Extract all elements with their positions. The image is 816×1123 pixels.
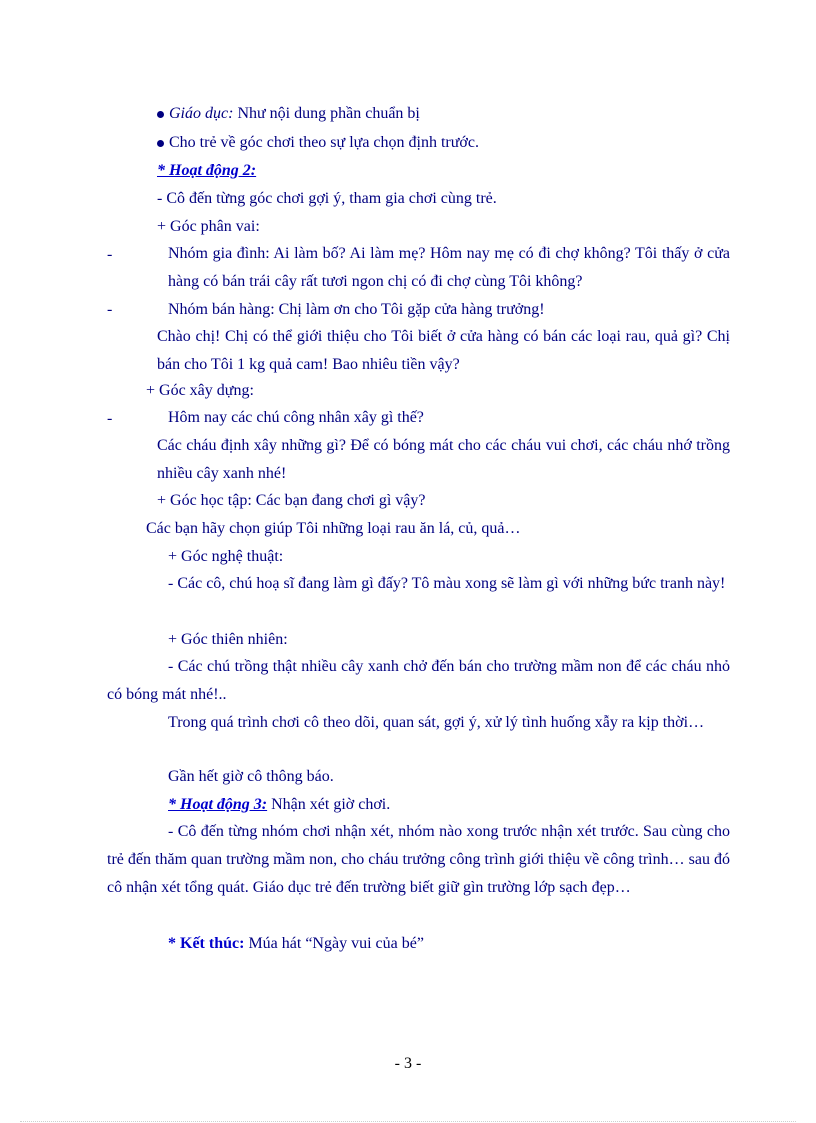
paragraph-nhom-gia-dinh: Nhóm gia đình: Ai làm bố? Ai làm mẹ? Hôm nay mẹ có đi chợ không? Tôi thấy ở cửa hàng có bán trái cây rất tươi ngon chị có đi chợ cùng Tôi không? [168, 245, 730, 290]
bullet-line-cho-tre: Cho trẻ về góc chơi theo sự lựa chọn định trước. [157, 133, 479, 153]
subheading-goc-phan-vai: + Góc phân vai: [157, 218, 260, 235]
paragraph-trong-qua-trinh: Trong quá trình chơi cô theo dõi, quan sát, gợi ý, xử lý tình huống xẫy ra kịp thời… [168, 714, 705, 731]
bullet-icon [157, 111, 164, 118]
paragraph-gan-het-gio: Gần hết giờ cô thông báo. [168, 768, 334, 785]
dash-marker: - [107, 246, 113, 263]
paragraph-co-den-tung-goc: - Cô đến từng góc chơi gợi ý, tham gia chơi cùng trẻ. [157, 190, 497, 207]
paragraph-co-den-tung-nhom: - Cô đến từng nhóm chơi nhận xét, nhóm nào xong trước nhận xét trước. Sau cùng cho trẻ đến thăm quan trường mầm non, cho cháu trưởng công trình giới thiệu về công trình… sau đó cô nhận xét tổng quát. Giáo dục trẻ đến trường biết giữ gìn trường lớp sạch đẹp… [107, 823, 730, 896]
heading-hoat-dong-3: * Hoạt động 3: Nhận xét giờ chơi. [168, 796, 391, 813]
paragraph-chao-chi: Chào chị! Chị có thể giới thiệu cho Tôi biết ở cửa hàng có bán các loại rau, quả gì? Chị bán cho Tôi 1 kg quả cam! Bao nhiêu tiền vậy? [157, 328, 730, 373]
bullet-line-giao-duc: Giáo dục: Như nội dung phần chuẩn bị [157, 104, 420, 124]
heading-ket-thuc: * Kết thúc: Múa hát “Ngày vui của bé” [168, 935, 424, 952]
subheading-goc-thien-nhien: + Góc thiên nhiên: [168, 631, 288, 648]
subheading-goc-hoc-tap: + Góc học tập: Các bạn đang chơi gì vậy? [157, 492, 426, 509]
dash-marker: - [107, 301, 113, 318]
subheading-goc-xay-dung: + Góc xây dựng: [146, 382, 254, 399]
paragraph-cac-co: - Các cô, chú hoạ sĩ đang làm gì đấy? Tô màu xong sẽ làm gì với những bức tranh này! [168, 575, 726, 592]
paragraph-hom-nay: Hôm nay các chú công nhân xây gì thế? [168, 409, 424, 426]
bullet-icon [157, 140, 164, 147]
paragraph-nhom-ban-hang: Nhóm bán hàng: Chị làm ơn cho Tôi gặp cửa hàng trưởng! [168, 301, 545, 318]
heading-hoat-dong-2: * Hoạt động 2: [157, 162, 257, 179]
subheading-goc-nghe-thuat: + Góc nghệ thuật: [168, 548, 284, 565]
paragraph-cac-chau: Các cháu định xây những gì? Để có bóng mát cho các cháu vui chơi, các cháu nhớ trồng nhiều cây xanh nhé! [157, 437, 730, 482]
paragraph-cac-ban: Các bạn hãy chọn giúp Tôi những loại rau ăn lá, củ, quả… [146, 520, 521, 537]
page-number: - 3 - [394, 1055, 422, 1072]
paragraph-cac-chu: - Các chú trồng thật nhiều cây xanh chở đến bán cho trường mầm non để các cháu nhỏ có bóng mát nhé!.. [107, 658, 730, 703]
dash-marker: - [107, 410, 113, 427]
page-separator [20, 1121, 796, 1122]
